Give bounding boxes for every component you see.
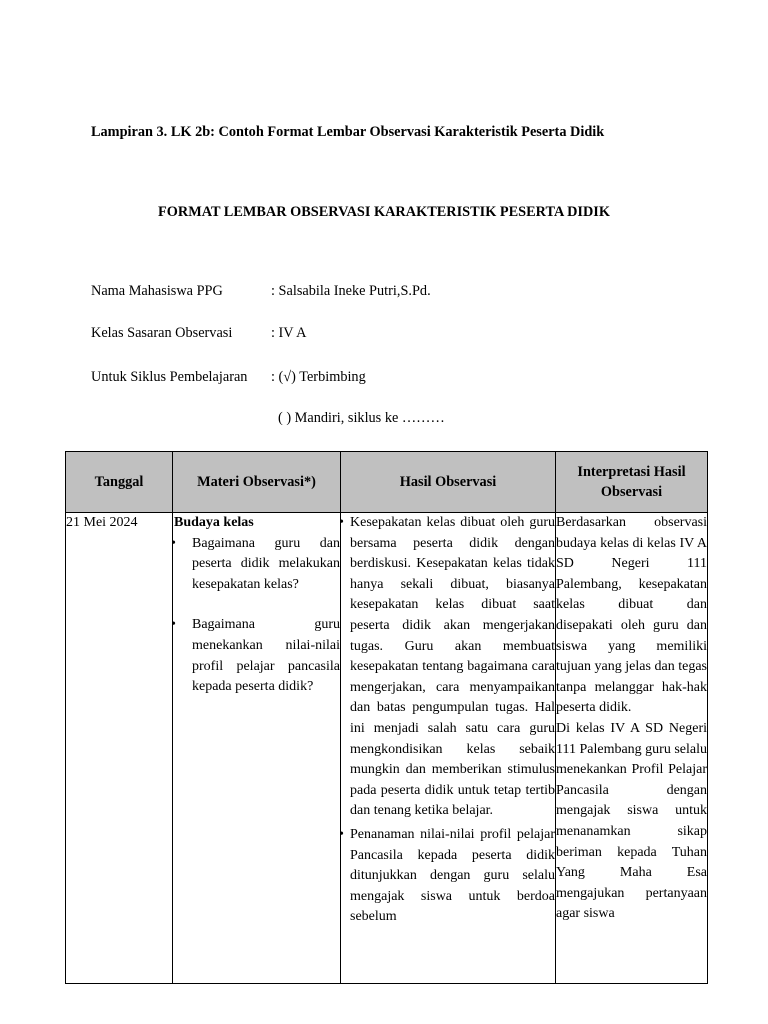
header-date: Tanggal — [66, 452, 173, 513]
interpretasi-paragraph: Berdasarkan observasi budaya kelas di kelas IV A SD Negeri 111 Palembang, kesepakatan kelas dibuat dan disepakati oleh guru dan siswa yang memiliki tujuan yang jelas dan tegas tanpa melanggar hak-hak peserta didik. — [556, 515, 707, 716]
cycle-value: : (√) Terbimbing — [271, 369, 366, 385]
list-item: • Kesepakatan kelas dibuat oleh guru bersama peserta didik dengan berdiskusi. Kesepakatan kelas tidak hanya sekali dibuat, biasanya kesepakatan kelas dibuat saat peserta didik akan mengerjakan tugas. Guru akan membuat kesepakatan tentang bagaimana cara mengerjakan, cara menyampaikan dan batas pengumpulan tugas. Hal ini menjadi salah satu cara guru mengkondisikan kelas sebaik mungkin dan memberikan stimulus pada peserta didik untuk tetap tertib dan tenang ketika belajar. — [341, 513, 555, 822]
table-header-row — [66, 452, 708, 513]
cell-date: 21 Mei 2024 — [66, 513, 173, 984]
header-materi: Materi Observasi*) — [173, 452, 341, 513]
materi-list — [173, 534, 340, 698]
name-value: : Salsabila Ineke Putri,S.Pd. — [271, 283, 431, 299]
list-item: • Bagaimana guru dan peserta didik melakukan kesepakatan kelas? — [173, 534, 340, 596]
materi-heading: Budaya kelas — [174, 515, 254, 530]
appendix-title: Lampiran 3. LK 2b: Contoh Format Lembar Observasi Karakteristik Peserta Didik — [91, 124, 605, 140]
header-hasil: Hasil Observasi — [341, 452, 556, 513]
hasil-list — [341, 513, 555, 928]
list-item: • Bagaimana guru menekankan nilai-nilai profil pelajar pancasila kepada peserta didik? — [173, 615, 340, 697]
header-interpretasi: Interpretasi Hasil Observasi — [556, 452, 708, 513]
cell-hasil — [341, 513, 556, 984]
class-value: : IV A — [271, 325, 307, 341]
observation-table — [65, 451, 708, 984]
cycle-option-mandiri: ( ) Mandiri, siklus ke ……… — [278, 410, 445, 426]
cycle-label: Untuk Siklus Pembelajaran — [91, 369, 248, 385]
table-row — [66, 513, 708, 984]
form-title: FORMAT LEMBAR OBSERVASI KARAKTERISTIK PESERTA DIDIK — [158, 204, 610, 220]
cell-interpretasi — [556, 513, 708, 984]
class-label: Kelas Sasaran Observasi — [91, 325, 233, 341]
name-label: Nama Mahasiswa PPG — [91, 283, 223, 299]
list-item: • Penanaman nilai-nilai profil pelajar Pancasila kepada peserta didik ditunjukkan dengan guru selalu mengajak siswa untuk berdoa sebelum — [341, 825, 555, 928]
interpretasi-paragraph: Di kelas IV A SD Negeri 111 Palembang guru selalu menekankan Profil Pelajar Pancasila dengan mengajak siswa untuk menanamkan sikap beriman kepada Tuhan Yang Maha Esa mengajukan pertanyaan agar siswa — [556, 720, 707, 922]
cell-materi — [173, 513, 341, 984]
